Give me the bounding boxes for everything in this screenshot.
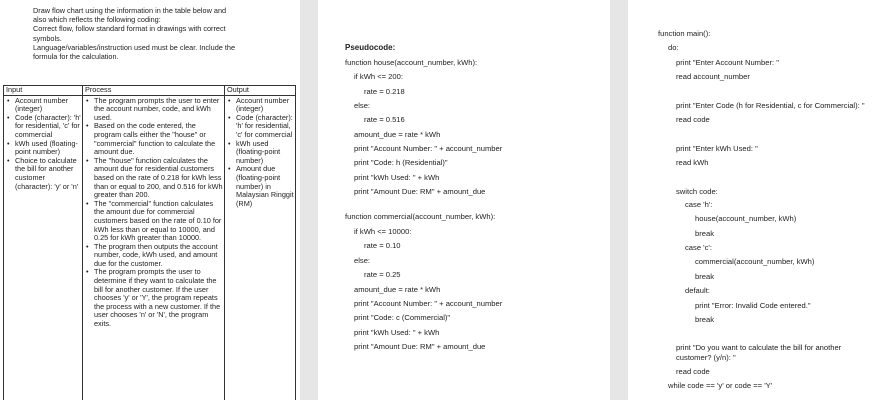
- code-line: print "Enter Code (h for Residential, c for Commercial): ": [676, 101, 865, 110]
- code-line: rate = 0.10: [364, 241, 401, 250]
- process-list: [84, 97, 223, 329]
- code-line: default:: [685, 286, 710, 295]
- code-line: function commercial(account_number, kWh):: [345, 212, 496, 221]
- code-line: print "Amount Due: RM" + amount_due: [354, 187, 486, 196]
- document-page-pseudocode-main: [628, 0, 888, 400]
- pseudocode-block: [345, 0, 605, 400]
- output-item: • Code (character): 'h' for residential, 'c' for commercial: [226, 114, 294, 140]
- process-item: • The "commercial" function calculates the amount due for commercial customers based on the rate of 0.10 for kWh less than or equal to 10000, and 0.25 for kWh greater than 10000.: [84, 200, 223, 243]
- input-list: [5, 97, 81, 192]
- process-item: • The program then outputs the account number, code, kWh used, and amount due for the customer.: [84, 243, 223, 269]
- table-header-process: Process: [83, 86, 225, 96]
- code-line: read account_number: [676, 72, 750, 81]
- code-line: print "Account Number: " + account_number: [354, 299, 503, 308]
- input-item: • Code (character): 'h' for residential, 'c' for commercial: [5, 114, 81, 140]
- code-line: print "kWh Used: " + kWh: [354, 173, 440, 182]
- code-line: read code: [676, 115, 710, 124]
- code-line: print "Code: c (Commercial)": [354, 313, 451, 322]
- assignment-instructions: [33, 6, 295, 61]
- code-line: rate = 0.218: [364, 87, 405, 96]
- code-line: while code == 'y' or code == 'Y': [668, 381, 773, 390]
- output-item: • kWh used (floating-point number): [226, 140, 294, 166]
- code-line: amount_due = rate * kWh: [354, 130, 441, 139]
- code-line: break: [695, 272, 714, 281]
- input-item: • Choice to calculate the bill for another customer (character): 'y' or 'n': [5, 157, 81, 191]
- code-line: do:: [668, 43, 679, 52]
- code-line: customer? (y/n): ": [676, 353, 736, 362]
- code-line: print "Enter kWh Used: ": [676, 144, 758, 153]
- code-line: read code: [676, 367, 710, 376]
- code-line: print "Error: Invalid Code entered.": [695, 301, 811, 310]
- code-line: function house(account_number, kWh):: [345, 58, 478, 67]
- code-line: print "Do you want to calculate the bill for another: [676, 343, 842, 352]
- table-header-output: Output: [225, 86, 296, 96]
- code-line: if kWh <= 10000:: [354, 227, 412, 236]
- instruction-line: Correct flow, follow standard format in drawings with correct: [33, 24, 226, 34]
- instruction-line: also which reflects the following coding:: [33, 15, 161, 25]
- code-line: commercial(account_number, kWh): [695, 257, 815, 266]
- output-list: [226, 97, 294, 209]
- input-item: • Account number (integer): [5, 97, 81, 114]
- table-header-input: Input: [4, 86, 83, 96]
- code-line: case 'h':: [685, 200, 713, 209]
- code-line: house(account_number, kWh): [695, 214, 797, 223]
- code-line: print "Amount Due: RM" + amount_due: [354, 342, 486, 351]
- output-cell: [225, 95, 296, 400]
- code-line: function main():: [658, 29, 711, 38]
- pseudocode-heading: Pseudocode:: [345, 43, 396, 52]
- process-item: • The program prompts the user to determine if they want to calculate the bill for another customer. If the user chooses 'y' or 'Y', the program repeats the process with a new customer. If the user chooses 'n' or 'N', the program exits.: [84, 268, 223, 328]
- output-item: • Account number (integer): [226, 97, 294, 114]
- instruction-line: formula for the calculation.: [33, 52, 119, 62]
- code-line: case 'c':: [685, 243, 712, 252]
- code-line: amount_due = rate * kWh: [354, 285, 441, 294]
- process-item: • Based on the code entered, the program calls either the "house" or "commercial" function to calculate the amount due.: [84, 122, 223, 156]
- code-line: print "kWh Used: " + kWh: [354, 328, 440, 337]
- instruction-line: symbols.: [33, 33, 62, 43]
- code-line: break: [695, 315, 714, 324]
- code-line: else:: [354, 256, 371, 265]
- instruction-line: Language/variables/instruction used must be clear. Include the: [33, 42, 236, 52]
- document-page-pseudocode-functions: [318, 0, 610, 400]
- code-line: rate = 0.25: [364, 270, 401, 279]
- input-item: • kWh used (floating-point number): [5, 140, 81, 157]
- document-page-instructions: [0, 0, 300, 400]
- process-item: • The program prompts the user to enter the account number, code, and kWh used.: [84, 97, 223, 123]
- code-line: read kWh: [676, 158, 709, 167]
- code-line: rate = 0.516: [364, 115, 405, 124]
- instruction-line: Draw flow chart using the information in the table below and: [33, 6, 227, 15]
- code-line: print "Enter Account Number: ": [676, 58, 779, 67]
- output-item: • Amount due (floating-point number) in Malaysian Ringgit (RM): [226, 165, 294, 208]
- code-line: else:: [354, 101, 371, 110]
- pseudocode-main-block: [658, 0, 886, 400]
- process-item: • The "house" function calculates the amount due for residential customers based on the rate of 0.218 for kWh less than or equal to 200, and 0.516 for kWh greater than 200.: [84, 157, 223, 200]
- code-line: if kWh <= 200:: [354, 72, 403, 81]
- input-cell: [4, 95, 83, 400]
- code-line: switch code:: [676, 187, 718, 196]
- process-cell: [83, 95, 225, 400]
- ipo-table: [3, 85, 296, 400]
- code-line: print "Account Number: " + account_number: [354, 144, 503, 153]
- code-line: break: [695, 229, 714, 238]
- code-line: print "Code: h (Residential)": [354, 158, 448, 167]
